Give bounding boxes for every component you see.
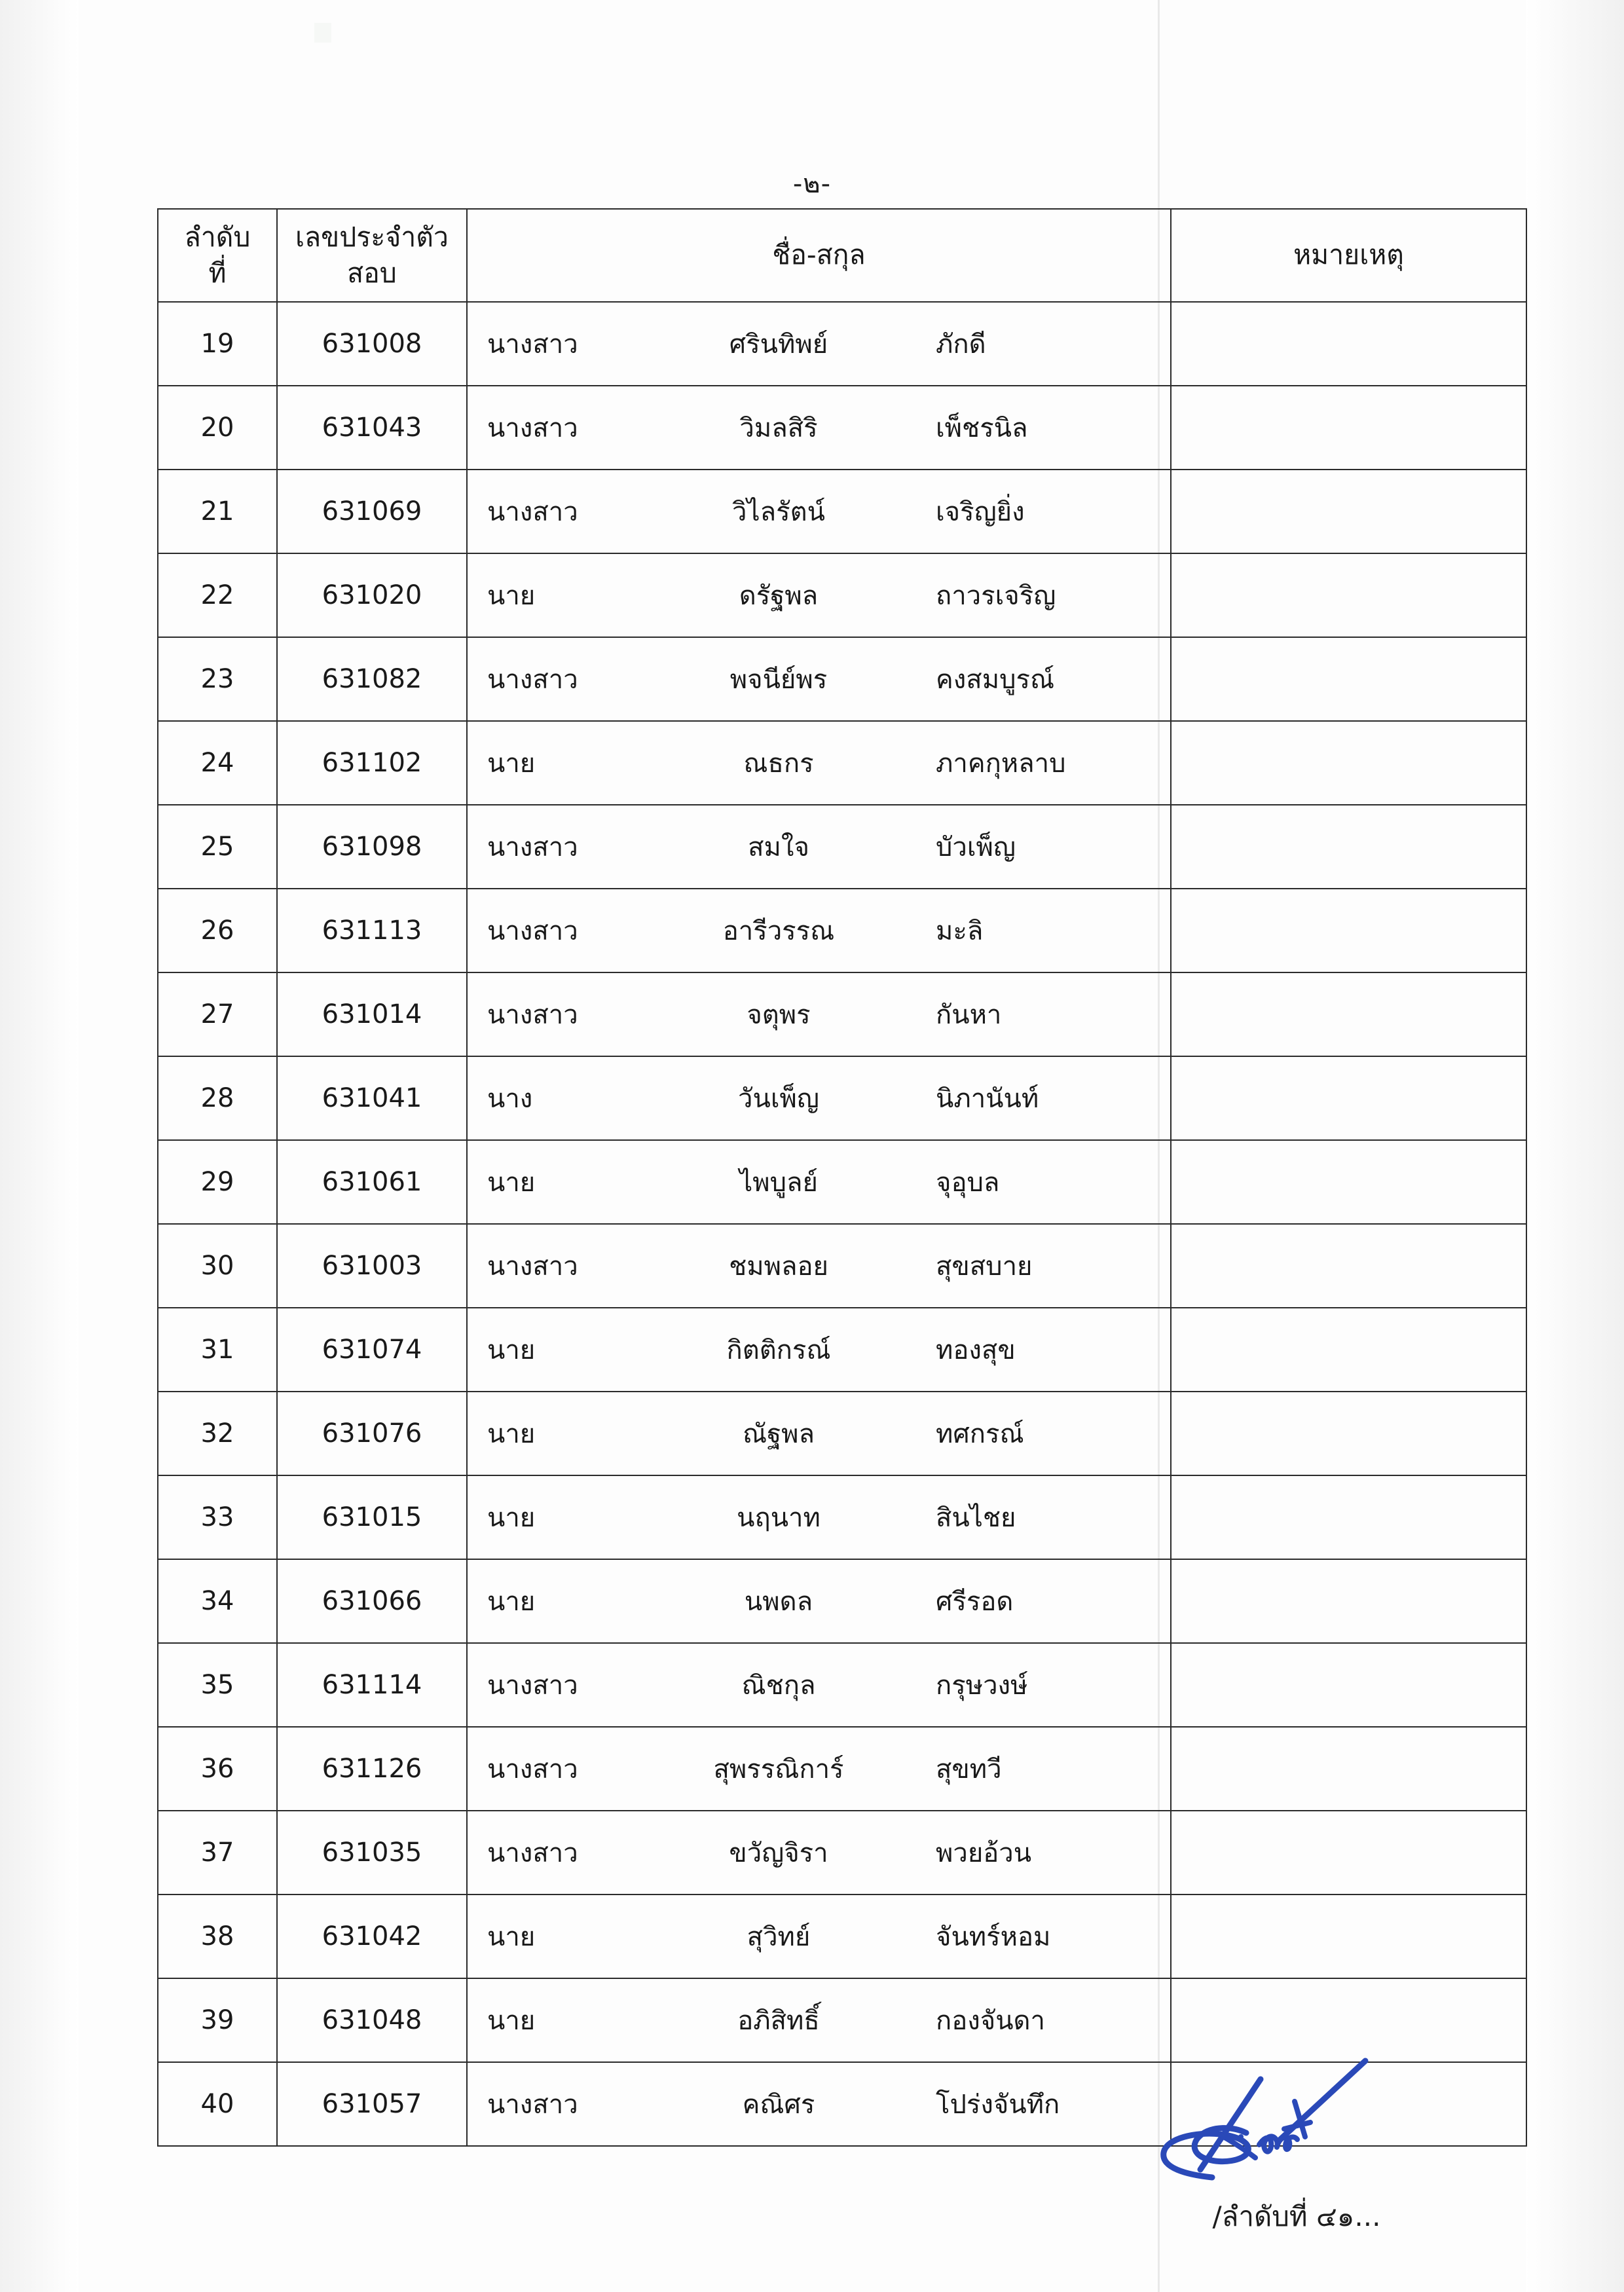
cell-order-no: 40 <box>158 2062 277 2146</box>
full-name-group <box>468 1057 1170 1139</box>
cell-order-no: 31 <box>158 1308 277 1392</box>
cell-remark <box>1171 1727 1526 1811</box>
cell-full-name <box>467 1727 1171 1811</box>
cell-exam-number: 631008 <box>277 302 467 386</box>
cell-order-no: 19 <box>158 302 277 386</box>
table-row <box>158 470 1526 553</box>
page-number: -๒- <box>792 169 832 199</box>
table-row <box>158 302 1526 386</box>
full-name-group <box>468 805 1170 888</box>
column-header-order-no-line1: ลำดับ <box>184 221 251 253</box>
cell-exam-number: 631126 <box>277 1727 467 1811</box>
table-header <box>158 209 1526 302</box>
full-name-group <box>468 1895 1170 1978</box>
name-first: นพดล <box>744 1587 813 1617</box>
full-name-group <box>468 1979 1170 2061</box>
name-first: ณัฐพล <box>742 1419 815 1449</box>
cell-full-name <box>467 721 1171 805</box>
cell-exam-number: 631074 <box>277 1308 467 1392</box>
cell-order-no: 28 <box>158 1056 277 1140</box>
full-name-group <box>468 1476 1170 1559</box>
cell-order-no: 25 <box>158 805 277 889</box>
cell-exam-number: 631114 <box>277 1643 467 1727</box>
cell-full-name <box>467 470 1171 553</box>
cell-full-name <box>467 302 1171 386</box>
cell-order-no: 27 <box>158 972 277 1056</box>
cell-order-no: 23 <box>158 637 277 721</box>
name-first: กิตติกรณ์ <box>726 1335 831 1365</box>
cell-exam-number: 631020 <box>277 553 467 637</box>
cell-full-name <box>467 889 1171 972</box>
name-title: นาย <box>487 1587 536 1617</box>
full-name-group <box>468 2063 1170 2145</box>
table-row <box>158 1475 1526 1559</box>
cell-exam-number: 631066 <box>277 1559 467 1643</box>
name-title: นางสาว <box>487 1000 578 1030</box>
full-name-group <box>468 386 1170 469</box>
cell-exam-number: 631098 <box>277 805 467 889</box>
table-header-row <box>158 209 1526 302</box>
cell-remark <box>1171 1392 1526 1475</box>
cell-order-no: 20 <box>158 386 277 470</box>
name-last: ถาวรเจริญ <box>936 581 1056 611</box>
full-name-group <box>468 470 1170 553</box>
name-title: นางสาว <box>487 1838 578 1868</box>
cell-full-name <box>467 1056 1171 1140</box>
cell-remark <box>1171 889 1526 972</box>
cell-remark <box>1171 1978 1526 2062</box>
cell-exam-number: 631043 <box>277 386 467 470</box>
name-last: กองจันดา <box>936 2006 1045 2036</box>
column-header-order-no-line2: ที่ <box>208 257 227 289</box>
cell-full-name <box>467 637 1171 721</box>
cell-exam-number: 631035 <box>277 1811 467 1895</box>
table-row <box>158 1895 1526 1978</box>
name-title: นาย <box>487 1419 536 1449</box>
cell-exam-number: 631069 <box>277 470 467 553</box>
name-first: ไพบูลย์ <box>739 1168 818 1198</box>
name-title: นางสาว <box>487 1754 578 1784</box>
cell-full-name <box>467 1392 1171 1475</box>
name-title: นาย <box>487 581 536 611</box>
name-first: สุวิทย์ <box>747 1922 811 1952</box>
name-title: นางสาว <box>487 1671 578 1701</box>
name-title: นาย <box>487 749 536 779</box>
name-title: นางสาว <box>487 665 578 695</box>
cell-remark <box>1171 1811 1526 1895</box>
cell-full-name <box>467 386 1171 470</box>
cell-remark <box>1171 1643 1526 1727</box>
cell-full-name <box>467 1559 1171 1643</box>
cell-full-name <box>467 1475 1171 1559</box>
cell-order-no: 22 <box>158 553 277 637</box>
cell-exam-number: 631076 <box>277 1392 467 1475</box>
name-last: ภักดี <box>936 329 986 360</box>
table-row <box>158 1056 1526 1140</box>
cell-remark <box>1171 637 1526 721</box>
full-name-group <box>468 1728 1170 1810</box>
table-row <box>158 805 1526 889</box>
name-first: ชมพลอย <box>729 1251 828 1282</box>
name-first: ศรินทิพย์ <box>729 329 828 360</box>
table-row <box>158 1224 1526 1308</box>
name-title: นางสาว <box>487 497 578 527</box>
name-title: นางสาว <box>487 1251 578 1282</box>
full-name-group <box>468 1225 1170 1307</box>
cell-order-no: 34 <box>158 1559 277 1643</box>
name-first: อภิสิทธิ์ <box>737 2006 820 2036</box>
column-header-exam-number-line2: สอบ <box>347 257 397 289</box>
cell-remark <box>1171 1559 1526 1643</box>
full-name-group <box>468 638 1170 720</box>
cell-full-name <box>467 972 1171 1056</box>
cell-full-name <box>467 1895 1171 1978</box>
name-last: นิภานันท์ <box>936 1084 1039 1114</box>
cell-remark <box>1171 1475 1526 1559</box>
name-last: เพ็ชรนิล <box>936 413 1028 443</box>
table-row <box>158 889 1526 972</box>
name-last: กันหา <box>936 1000 1002 1030</box>
name-title: นางสาว <box>487 329 578 360</box>
name-first: ดรัฐพล <box>739 581 819 611</box>
cell-remark <box>1171 553 1526 637</box>
cell-full-name <box>467 1140 1171 1224</box>
candidate-list-table <box>157 208 1527 2147</box>
table-row <box>158 386 1526 470</box>
full-name-group <box>468 1560 1170 1642</box>
cell-order-no: 35 <box>158 1643 277 1727</box>
name-last: ทองสุข <box>936 1335 1016 1365</box>
cell-order-no: 38 <box>158 1895 277 1978</box>
table-row <box>158 721 1526 805</box>
cell-exam-number: 631042 <box>277 1895 467 1978</box>
cell-full-name <box>467 2062 1171 2146</box>
cell-remark <box>1171 1895 1526 1978</box>
name-first: ณธกร <box>743 749 814 779</box>
column-header-remark: หมายเหตุ <box>1171 209 1526 302</box>
full-name-group <box>468 1644 1170 1726</box>
name-last: บัวเพ็ญ <box>936 832 1016 862</box>
name-title: นาย <box>487 1922 536 1952</box>
scan-artifact-speck <box>314 23 331 43</box>
table-row <box>158 1643 1526 1727</box>
name-last: สุขสบาย <box>936 1251 1033 1282</box>
continuation-note: /ลำดับที่ ๔๑... <box>1212 2200 1381 2232</box>
name-first: สมใจ <box>748 832 809 862</box>
table-row <box>158 1727 1526 1811</box>
full-name-group <box>468 1811 1170 1894</box>
table-row <box>158 1392 1526 1475</box>
full-name-group <box>468 554 1170 637</box>
name-first: วิไลรัตน์ <box>732 497 825 527</box>
cell-exam-number: 631061 <box>277 1140 467 1224</box>
cell-remark <box>1171 302 1526 386</box>
name-last: ศรีรอด <box>936 1587 1014 1617</box>
table-row <box>158 972 1526 1056</box>
name-first: คณิศร <box>742 2090 815 2120</box>
cell-full-name <box>467 1224 1171 1308</box>
scan-edge-shadow-right <box>1526 0 1624 2292</box>
name-title: นางสาว <box>487 2090 578 2120</box>
name-last: สินไชย <box>936 1503 1016 1533</box>
cell-exam-number: 631057 <box>277 2062 467 2146</box>
table-row <box>158 2062 1526 2146</box>
name-last: จันทร์หอม <box>936 1922 1051 1952</box>
cell-full-name <box>467 1308 1171 1392</box>
table-row <box>158 1811 1526 1895</box>
name-last: พวยอ้วน <box>936 1838 1032 1868</box>
name-first: นฤนาท <box>737 1503 821 1533</box>
cell-remark <box>1171 2062 1526 2146</box>
name-title: นาย <box>487 2006 536 2036</box>
full-name-group <box>468 973 1170 1056</box>
cell-exam-number: 631015 <box>277 1475 467 1559</box>
cell-exam-number: 631082 <box>277 637 467 721</box>
name-last: สุขทวี <box>936 1754 1002 1784</box>
cell-order-no: 29 <box>158 1140 277 1224</box>
cell-order-no: 24 <box>158 721 277 805</box>
cell-order-no: 30 <box>158 1224 277 1308</box>
name-title: นาย <box>487 1503 536 1533</box>
cell-full-name <box>467 553 1171 637</box>
name-last: คงสมบูรณ์ <box>936 665 1055 695</box>
name-title: นางสาว <box>487 832 578 862</box>
column-header-order-no <box>158 209 277 302</box>
cell-exam-number: 631014 <box>277 972 467 1056</box>
name-first: ณิชกุล <box>741 1671 816 1701</box>
name-title: นาง <box>487 1084 533 1114</box>
cell-exam-number: 631113 <box>277 889 467 972</box>
cell-order-no: 39 <box>158 1978 277 2062</box>
full-name-group <box>468 303 1170 385</box>
cell-order-no: 32 <box>158 1392 277 1475</box>
name-last: เจริญยิ่ง <box>936 497 1025 527</box>
column-header-exam-number <box>277 209 467 302</box>
name-first: ขวัญจิรา <box>729 1838 828 1868</box>
cell-remark <box>1171 805 1526 889</box>
cell-remark <box>1171 1056 1526 1140</box>
full-name-group <box>468 889 1170 972</box>
cell-order-no: 36 <box>158 1727 277 1811</box>
cell-exam-number: 631102 <box>277 721 467 805</box>
full-name-group <box>468 1141 1170 1223</box>
table-row <box>158 553 1526 637</box>
cell-remark <box>1171 972 1526 1056</box>
cell-exam-number: 631003 <box>277 1224 467 1308</box>
table-row <box>158 1308 1526 1392</box>
name-last: โปร่งจันทึก <box>936 2090 1060 2120</box>
cell-full-name <box>467 1978 1171 2062</box>
table-row <box>158 1978 1526 2062</box>
scan-edge-shadow-left <box>0 0 79 2292</box>
name-last: จุอุบล <box>936 1168 1000 1198</box>
table-body <box>158 302 1526 2146</box>
name-title: นาย <box>487 1168 536 1198</box>
name-first: จตุพร <box>747 1000 811 1030</box>
column-header-name: ชื่อ-สกุล <box>467 209 1171 302</box>
name-first: สุพรรณิการ์ <box>713 1754 844 1784</box>
cell-remark <box>1171 386 1526 470</box>
cell-full-name <box>467 1811 1171 1895</box>
cell-full-name <box>467 805 1171 889</box>
name-first: อารีวรรณ <box>722 916 835 946</box>
cell-exam-number: 631041 <box>277 1056 467 1140</box>
name-title: นางสาว <box>487 413 578 443</box>
cell-order-no: 21 <box>158 470 277 553</box>
table-row <box>158 1559 1526 1643</box>
table-row <box>158 637 1526 721</box>
cell-remark <box>1171 1224 1526 1308</box>
cell-exam-number: 631048 <box>277 1978 467 2062</box>
name-last: ทศกรณ์ <box>936 1419 1024 1449</box>
name-last: ภาคกุหลาบ <box>936 749 1066 779</box>
cell-order-no: 33 <box>158 1475 277 1559</box>
full-name-group <box>468 1308 1170 1391</box>
column-header-exam-number-line1: เลขประจำตัว <box>295 221 449 253</box>
table-row <box>158 1140 1526 1224</box>
cell-full-name <box>467 1643 1171 1727</box>
cell-remark <box>1171 470 1526 553</box>
cell-remark <box>1171 721 1526 805</box>
cell-order-no: 26 <box>158 889 277 972</box>
name-first: พจนีย์พร <box>729 665 828 695</box>
name-last: กรุษวงษ์ <box>936 1671 1028 1701</box>
cell-order-no: 37 <box>158 1811 277 1895</box>
name-title: นาย <box>487 1335 536 1365</box>
name-last: มะลิ <box>936 916 984 946</box>
full-name-group <box>468 1392 1170 1475</box>
name-title: นางสาว <box>487 916 578 946</box>
cell-remark <box>1171 1140 1526 1224</box>
name-first: วิมลสิริ <box>739 413 818 443</box>
cell-remark <box>1171 1308 1526 1392</box>
full-name-group <box>468 722 1170 804</box>
name-first: วันเพ็ญ <box>738 1084 819 1114</box>
